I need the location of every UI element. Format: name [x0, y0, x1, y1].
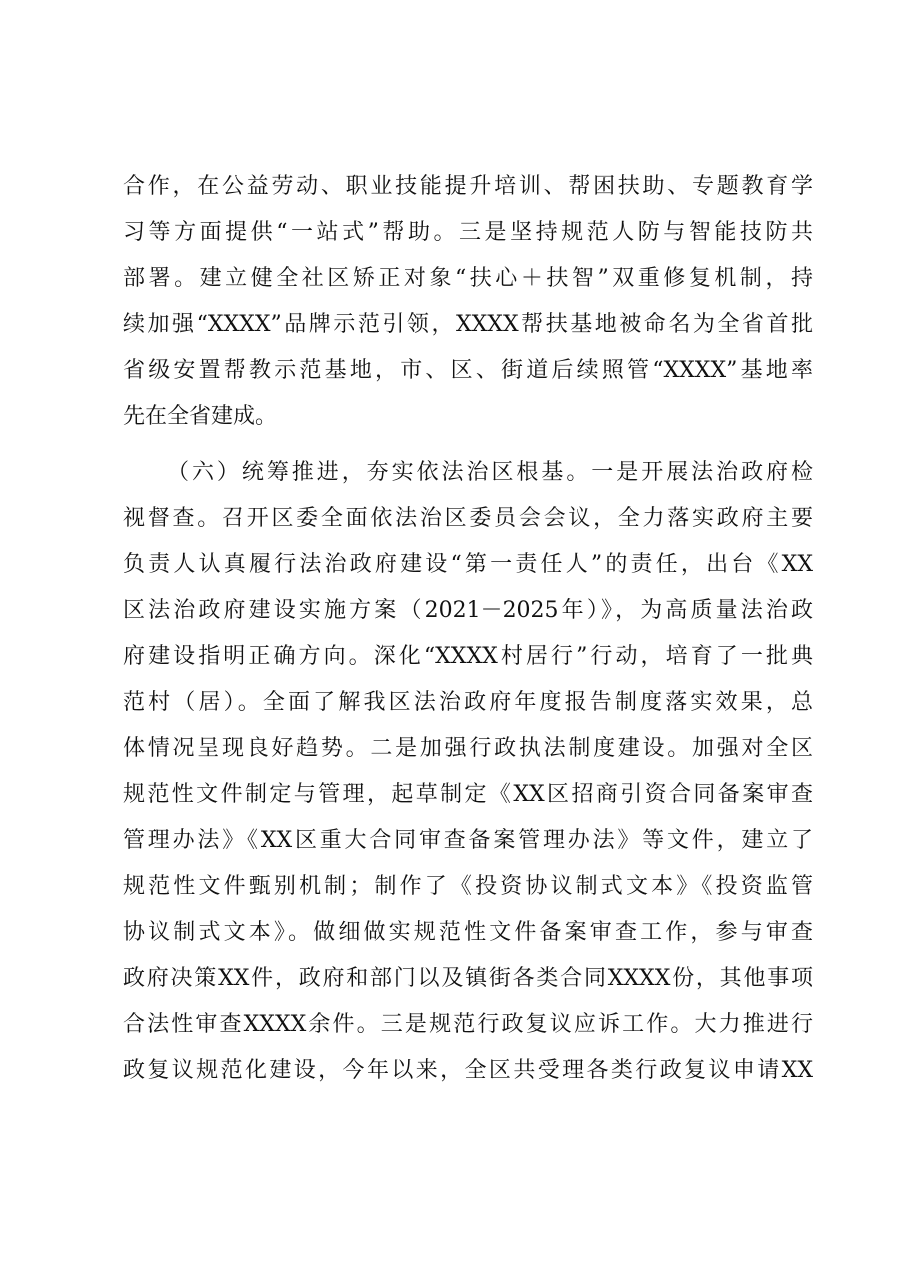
- paragraph-2: [123, 450, 813, 1094]
- text-line: 省级安置帮教示范基地，市、区、街道后续照管“XXXX”基地率: [123, 358, 813, 383]
- text-line: 体情况呈现良好趋势。二是加强行政执法制度建设。加强对全区: [123, 736, 813, 761]
- paragraph-1: [123, 164, 813, 440]
- text-line: 负责人认真履行法治政府建设“第一责任人”的责任，出台《XX: [123, 552, 813, 577]
- text-line: 协议制式文本》。做细做实规范性文件备案审查工作，参与审查: [123, 920, 813, 945]
- text-line: 合法性审查XXXX余件。三是规范行政复议应诉工作。大力推进行: [123, 1012, 813, 1037]
- text-line: （六）统筹推进，夯实依法治区根基。一是开展法治政府检: [167, 460, 813, 485]
- text-line: 政府决策XX件，政府和部门以及镇街各类合同XXXX份，其他事项: [123, 966, 813, 991]
- text-line: 先在全省建成。: [123, 404, 278, 429]
- document-body: [123, 164, 813, 1094]
- text-line: 部署。建立健全社区矫正对象“扶心＋扶智”双重修复机制，持: [123, 266, 813, 291]
- text-line: 规范性文件制定与管理，起草制定《XX区招商引资合同备案审查: [123, 782, 813, 807]
- text-line: 区法治政府建设实施方案（2021－2025年）》，为高质量法治政: [123, 598, 813, 623]
- text-line: 府建设指明正确方向。深化“XXXX村居行”行动，培育了一批典: [123, 644, 813, 669]
- text-line: 范村（居）。全面了解我区法治政府年度报告制度落实效果，总: [123, 690, 813, 715]
- text-line: 政复议规范化建设，今年以来，全区共受理各类行政复议申请XX: [123, 1058, 813, 1083]
- text-line: 视督查。召开区委全面依法治区委员会会议，全力落实政府主要: [123, 506, 813, 531]
- paragraph-spacer: [123, 440, 813, 450]
- text-line: 续加强“XXXX”品牌示范引领，XXXX帮扶基地被命名为全省首批: [123, 312, 813, 337]
- text-line: 规范性文件甄别机制；制作了《投资协议制式文本》《投资监管: [123, 874, 813, 899]
- text-line: 管理办法》《XX区重大合同审查备案管理办法》等文件，建立了: [123, 828, 813, 853]
- text-line: 合作，在公益劳动、职业技能提升培训、帮困扶助、专题教育学: [123, 174, 813, 199]
- text-line: 习等方面提供“一站式”帮助。三是坚持规范人防与智能技防共: [123, 220, 813, 245]
